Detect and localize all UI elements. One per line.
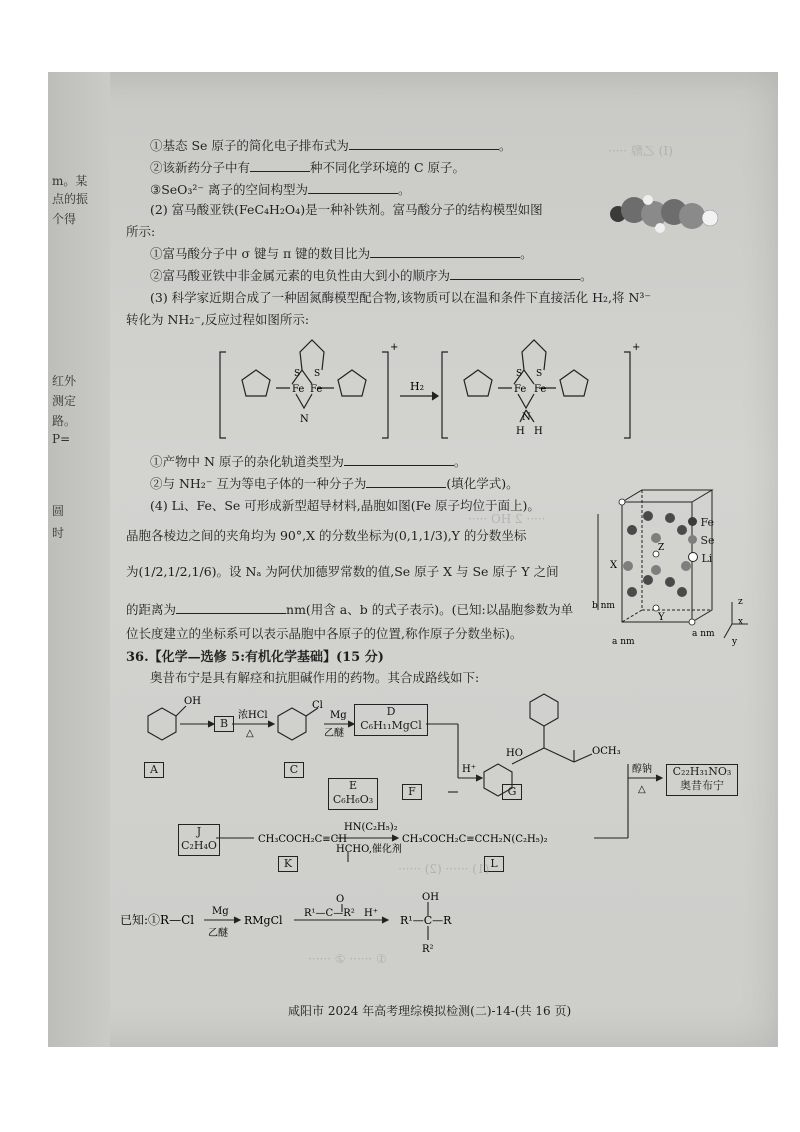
svg-text:Cl: Cl	[312, 700, 323, 711]
question-line: ①基态 Se 原子的简化电子排布式为 。	[150, 138, 512, 153]
box-E: E C₆H₆O₃	[328, 778, 378, 810]
svg-text:Y: Y	[658, 612, 665, 623]
question-line: 所示:	[126, 224, 156, 239]
q36-intro: 奥昔布宁是具有解痉和抗胆碱作用的药物。其合成路线如下:	[150, 670, 480, 685]
bleed-through-text: ····· 2 HO ·····	[468, 512, 546, 526]
svg-text:乙醚: 乙醚	[208, 928, 228, 939]
question-line: ②与 NH₂⁻ 互为等电子体的一种分子为 (填化学式)。	[150, 476, 519, 491]
svg-text:△: △	[638, 784, 646, 795]
svg-text:S: S	[516, 369, 523, 379]
svg-text:H⁺: H⁺	[364, 908, 378, 919]
label-L: L	[484, 856, 504, 872]
svg-text:OH: OH	[422, 892, 439, 903]
reagent-h2: H₂	[410, 380, 425, 393]
question-line: ②该新药分子中有 种不同化学环境的 C 原子。	[150, 160, 466, 175]
crystal-cell-diagram	[592, 484, 752, 652]
svg-text:O: O	[336, 894, 345, 905]
box-J: J C₂H₄O	[178, 824, 220, 856]
svg-text:a nm: a nm	[692, 629, 715, 639]
edge-text: 测定	[52, 394, 77, 408]
nitrogenase-reaction-scheme	[216, 330, 656, 448]
svg-text:Fe: Fe	[310, 384, 323, 395]
page-footer: 咸阳市 2024 年高考理综模拟检测(二)-14-(共 16 页)	[288, 1004, 572, 1018]
svg-text:HN(C₂H₅)₂: HN(C₂H₅)₂	[344, 822, 398, 833]
question-line: ②富马酸亚铁中非金属元素的电负性由大到小的顺序为 。	[150, 268, 593, 283]
svg-text:Mg: Mg	[212, 906, 229, 917]
bleed-through-text: ① ······ ② ······	[308, 952, 387, 966]
question-line: 位长度建立的坐标系可以表示晶胞中各原子的位置,称作原子分数坐标)。	[126, 626, 523, 641]
svg-text:醇钠: 醇钠	[632, 764, 652, 775]
label-C: C	[284, 762, 304, 778]
svg-text:a nm: a nm	[612, 637, 635, 647]
svg-text:z: z	[738, 597, 743, 607]
svg-text:Z: Z	[658, 543, 665, 553]
edge-text: 圆	[52, 504, 65, 518]
svg-text:S: S	[294, 369, 301, 379]
edge-text: P=	[52, 432, 71, 446]
box-product: C₂₂H₃₁NO₃ 奥昔布宁	[666, 764, 738, 796]
question-line: ①富马酸分子中 σ 键与 π 键的数目比为 。	[150, 246, 533, 261]
question-line: 晶胞各棱边之间的夹角均为 90°,X 的分数坐标为(0,1,1/3),Y 的分数坐标	[126, 528, 527, 543]
svg-text:OH: OH	[184, 696, 201, 707]
bleed-through-text: (1) ······ (2) ······	[398, 862, 490, 876]
question-line: 为(1/2,1/2,1/6)。设 Nₐ 为阿伏加德罗常数的值,Se 原子 X 与 Se 原子 Y 之间	[126, 564, 559, 579]
svg-text:y: y	[732, 637, 738, 647]
svg-text:HCHO,催化剂: HCHO,催化剂	[336, 844, 402, 855]
fumaric-acid-model	[600, 192, 728, 236]
svg-text:Mg: Mg	[330, 710, 347, 721]
svg-text:CH₃COCH₂C≡CCH₂N(C₂H₅)₂: CH₃COCH₂C≡CCH₂N(C₂H₅)₂	[402, 834, 548, 845]
label-K: K	[278, 856, 298, 872]
q36-title: 36.【化学—选修 5:有机化学基础】(15 分)	[126, 650, 384, 665]
svg-text:Fe: Fe	[514, 384, 527, 395]
question-line: 的距离为 nm(用含 a、b 的式子表示)。(已知:以晶胞参数为单	[126, 602, 574, 617]
svg-text:H: H	[534, 426, 543, 437]
box-D: D C₆H₁₁MgCl	[354, 704, 428, 736]
svg-text:Fe: Fe	[534, 384, 547, 395]
left-page-edge	[48, 72, 110, 1047]
edge-text: 路。	[52, 414, 77, 428]
svg-text:N: N	[522, 412, 531, 423]
edge-text: 红外	[52, 374, 77, 388]
svg-text:RMgCl: RMgCl	[244, 914, 283, 927]
svg-text:浓HCl: 浓HCl	[238, 710, 268, 721]
label-A: A	[144, 762, 164, 778]
svg-text:已知:①R—Cl: 已知:①R—Cl	[120, 913, 195, 927]
edge-text: 点的振	[52, 192, 89, 206]
svg-text:乙醚: 乙醚	[324, 728, 344, 739]
label-B: B	[214, 716, 234, 732]
question-line: (3) 科学家近期合成了一种固氮酶模型配合物,该物质可以在温和条件下直接活化 H₂,将 N³⁻	[150, 290, 652, 305]
svg-text:HO: HO	[506, 748, 523, 759]
question-line: (2) 富马酸亚铁(FeC₄H₂O₄)是一种补铁剂。富马酸分子的结构模型如图	[150, 202, 543, 217]
svg-text:R²: R²	[422, 944, 434, 955]
svg-text:H⁺: H⁺	[462, 764, 476, 775]
svg-text:b nm: b nm	[592, 601, 615, 611]
exam-page	[48, 72, 778, 1047]
question-line: ①产物中 N 原子的杂化轨道类型为 。	[150, 454, 467, 469]
edge-text: m。某	[52, 174, 88, 188]
svg-text:+: +	[390, 342, 399, 353]
svg-text:X: X	[610, 560, 618, 571]
svg-text:CH₃COCH₂C≡CH: CH₃COCH₂C≡CH	[258, 834, 348, 845]
bleed-through-text: (Ⅰ) 乙醇 ·····	[608, 144, 673, 158]
svg-text:S: S	[314, 369, 321, 379]
label-G: G	[502, 784, 522, 800]
edge-text: 时	[52, 526, 65, 540]
label-F: F	[402, 784, 422, 800]
svg-text:R¹—C—R²: R¹—C—R²	[304, 908, 355, 919]
question-line: (4) Li、Fe、Se 可形成新型超导材料,晶胞如图(Fe 原子均位于面上)。	[150, 498, 540, 513]
question-line: 转化为 NH₂⁻,反应过程如图所示:	[126, 312, 310, 327]
question-line: ③SeO₃²⁻ 离子的空间构型为 。	[150, 182, 411, 197]
edge-text: 个得	[52, 212, 77, 226]
svg-text:x: x	[738, 617, 744, 627]
svg-text:R¹—C—R: R¹—C—R	[400, 914, 452, 927]
svg-text:+: +	[632, 342, 641, 353]
svg-text:S: S	[536, 369, 543, 379]
svg-text:Fe: Fe	[292, 384, 305, 395]
svg-text:H: H	[516, 426, 525, 437]
svg-text:N: N	[300, 414, 309, 425]
svg-text:OCH₃: OCH₃	[592, 746, 621, 757]
svg-text:△: △	[246, 728, 254, 739]
cell-legend: Fe Se Li	[688, 514, 715, 568]
